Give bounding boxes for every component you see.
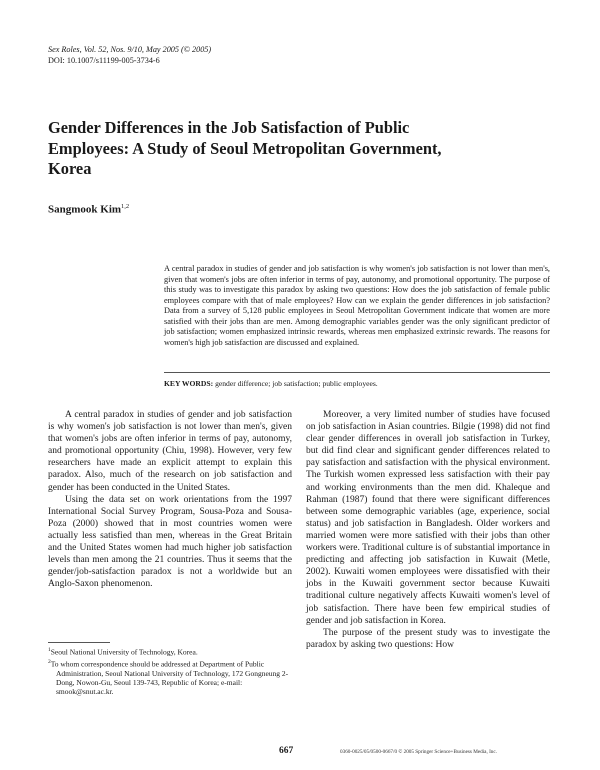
body-paragraph: Using the data set on work orientations from the 1997 International Social Survey Program, Sousa-Poza and Sousa-Poza (2000) showed that in most countries women were actually less satisfied than men, whereas in the Great Britain and the United States women had much higher job satisfaction levels than men among the 21 countries. Thus it seems that the gender/job-satisfaction paradox is not a worldwide but an Anglo-Saxon phenomenon. [48,494,292,590]
keywords-text: gender difference; job satisfaction; public employees. [215,379,378,388]
page-number: 667 [279,746,294,756]
footnote-2 [48,658,292,697]
body-column-right [306,409,550,651]
footnote-text: To whom correspondence should be addressed at Department of Public Administration, Seoul National University of Technology, 172 Gongneung 2-Dong, Nowon-Gu, Seoul 139-743, Republic of Korea; e-mail: smook@snut.ac.kr. [50,659,289,697]
doi: DOI: 10.1007/s11199-005-3734-6 [48,55,160,65]
body-paragraph: Moreover, a very limited number of studies have focused on job satisfaction in Asian countries. Bilgie (1998) did not find clear gender differences in overall job satisfaction in Turkey, but did find clear and significant gender differences related to pay satisfaction and satisfaction with the physical environment. The Turkish women expressed less satisfaction with their pay and working environments than the men did. Khaleque and Rahman (1987) found that there were significant differences between some demographic variables (age, experience, social status) and job satisfaction in Bangladesh. Older workers and married women were more satisfied with their jobs than other workers were. Traditional culture is of substantial importance in predicting and affecting job satisfaction in Kuwait (Metle, 2002). Kuwaiti women employees were dissatisfied with their jobs in the Kuwaiti government sector because Kuwaiti traditional culture negatively affects Kuwaiti women's level of job satisfaction. There have been few empirical studies of gender and job satisfaction in Korea. [306,410,550,626]
keywords-divider [164,372,550,373]
author-line [48,203,129,216]
body-paragraph: The purpose of the present study was to investigate the paradox by asking two questions: How [306,627,550,650]
abstract: A central paradox in studies of gender and job satisfaction is why women's job satisfaction is not lower than men's, given that women's jobs are often inferior in terms of pay, autonomy, and promotional opportunity. The purpose of this study was to investigate this paradox by asking two questions: How does the job satisfaction of female public employees compare with that of male employees? How can we explain the gender differences in job satisfaction? Data from a survey of 5,128 public employees in Seoul Metropolitan Government indicate that women are more satisfied with their jobs than are men. Among demographic variables gender was the only significant predictor of job satisfaction; women emphasized intrinsic rewards, whereas men emphasized extrinsic rewards. The reasons for women's high job satisfaction are discussed and explained. [164,264,550,347]
footnote-divider [48,642,110,643]
body-paragraph: A central paradox in studies of gender and job satisfaction is why women's job satisfaction is not lower than men's, given that women's jobs are often inferior in terms of pay, autonomy, and promotional opportunity (Chiu, 1998). However, very few researchers have made an explicit attempt to explain this paradox. Also, much of the research on job satisfaction and gender has been conducted in the United States. [48,410,292,493]
footnote-1 [48,646,292,657]
article-title: Gender Differences in the Job Satisfaction of Public Employees: A Study of Seoul Metropolitan Government, Korea [48,118,442,178]
body-column-left [48,409,292,590]
footnote-mark: 2 [48,658,51,665]
journal-citation: Sex Roles, Vol. 52, Nos. 9/10, May 2005 (© 2005) [48,45,212,54]
journal-header [48,45,211,66]
author-name: Sangmook Kim [48,203,122,216]
footnote-mark: 1 [48,647,51,653]
footnotes [48,646,292,697]
copyright-line: 0360-0025/05/0500-0667/0 © 2005 Springer Science+Business Media, Inc. [340,749,497,755]
keywords-line [164,379,550,388]
author-affiliation-marks: 1,2 [121,203,130,210]
keywords-label: KEY WORDS: [164,379,214,388]
footnote-text: Seoul National University of Technology, Korea. [50,647,198,657]
